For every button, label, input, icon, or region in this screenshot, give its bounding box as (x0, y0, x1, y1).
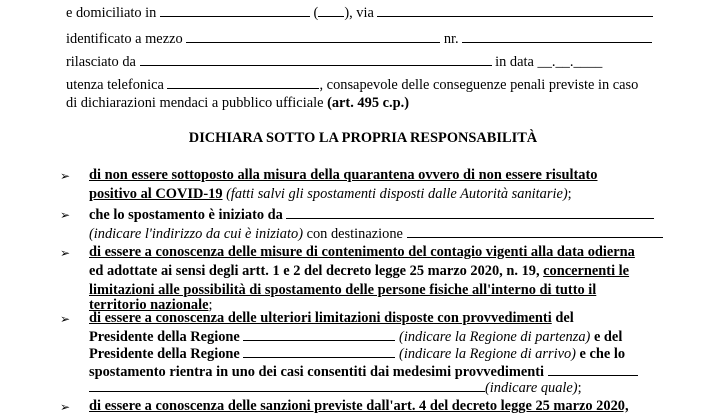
declaration-line (66, 95, 409, 112)
bullet-icon: ➢ (60, 312, 71, 326)
article-ref: (art. 495 c.p.) (327, 95, 409, 111)
identification-line (66, 30, 652, 48)
president-label-2: Presidente della Regione (89, 346, 244, 362)
consequences-text: , consapevole delle conseguenze penali previste in caso (319, 77, 639, 93)
item3-text-b: concernenti le (543, 263, 630, 279)
bullet-icon: ➢ (60, 208, 71, 222)
departure-region-hint: (indicare la Regione di partenza) (399, 329, 591, 345)
item4-and-2: e che lo (575, 346, 626, 362)
date-field[interactable]: __.__.____ (537, 54, 603, 70)
province-field[interactable] (318, 4, 344, 17)
bullet-icon: ➢ (60, 169, 71, 183)
via-field[interactable] (377, 4, 653, 17)
start-address-field[interactable] (286, 206, 654, 219)
item1-covid-text: positivo al COVID-19 (89, 186, 223, 202)
destination-field[interactable] (407, 225, 663, 238)
item3-line3: limitazioni alle possibilità di spostamento delle persone fisiche all'interno di tutto il (89, 282, 597, 298)
item2-line1 (89, 206, 654, 224)
item4-line5 (89, 379, 582, 397)
bullet-icon: ➢ (60, 246, 71, 260)
domicile-label: e domiciliato in (66, 5, 160, 21)
president-label-1: Presidente della Regione (89, 329, 244, 345)
item4-text-a: di essere a conoscenza delle ulteriori limitazioni disposte con provvedimenti (89, 310, 552, 326)
item4-and-1: e del (590, 329, 623, 345)
issued-line (66, 53, 602, 71)
arrival-region-hint: (indicare la Regione di arrivo) (399, 346, 576, 362)
item1-line1: di non essere sottoposto alla misura della quarantena ovvero di non essere risultato (89, 167, 598, 183)
item2-line2 (89, 225, 663, 243)
domicile-line (66, 4, 653, 22)
domicile-city-field[interactable] (160, 4, 310, 17)
number-label: nr. (440, 31, 463, 47)
item3-end: ; (208, 297, 213, 313)
item5-line1: di essere a conoscenza delle sanzioni previste dall'art. 4 del decreto legge 25 marzo 2020, (89, 398, 629, 414)
identification-label: identificato a mezzo (66, 31, 187, 47)
item2-address-hint: (indicare l'indirizzo da cui è iniziato) (89, 226, 303, 242)
identification-doc-field[interactable] (186, 30, 440, 43)
phone-line (66, 76, 638, 94)
item4-line2 (89, 328, 622, 346)
item4-text-c: spostamento rientra in uno dei casi consentiti dai medesimi provvedimenti (89, 364, 548, 380)
item3-line1: di essere a conoscenza delle misure di contenimento del contagio vigenti alla data odierna (89, 244, 635, 260)
phone-field[interactable] (167, 76, 319, 89)
item4-line1 (89, 310, 574, 327)
date-label: in data (491, 54, 538, 70)
via-label: ), via (344, 5, 378, 21)
item1-end: ; (567, 186, 572, 202)
issued-by-label: rilasciato da (66, 54, 140, 70)
page-title: DICHIARA SOTTO LA PROPRIA RESPONSABILITÀ (188, 130, 538, 146)
province-open: ( (309, 5, 319, 21)
item1-line2 (89, 186, 572, 203)
departure-region-field[interactable] (243, 328, 395, 341)
item2-destination-label: con destinazione (303, 226, 407, 242)
which-hint: (indicare quale) (485, 380, 578, 396)
provision-detail-field[interactable] (89, 379, 485, 392)
phone-label: utenza telefonica (66, 77, 168, 93)
item4-line3 (89, 345, 625, 363)
item4-end: ; (577, 380, 582, 396)
provision-field[interactable] (548, 363, 638, 376)
doc-number-field[interactable] (462, 30, 652, 43)
item3-line2 (89, 263, 629, 280)
arrival-region-field[interactable] (243, 345, 395, 358)
item1-note: (fatti salvi gli spostamenti disposti dalle Autorità sanitarie) (222, 186, 568, 202)
declaration-text: di dichiarazioni mendaci a pubblico ufficiale (66, 95, 328, 111)
bullet-icon: ➢ (60, 400, 71, 414)
item2-start-label: che lo spostamento è iniziato da (89, 207, 287, 223)
issued-by-field[interactable] (140, 53, 492, 66)
item3-text-a: ed adottate ai sensi degli artt. 1 e 2 del decreto legge 25 marzo 2020, n. 19, (89, 263, 544, 279)
item4-text-b: del (551, 310, 574, 326)
item3-territory: territorio nazionale (89, 297, 209, 313)
